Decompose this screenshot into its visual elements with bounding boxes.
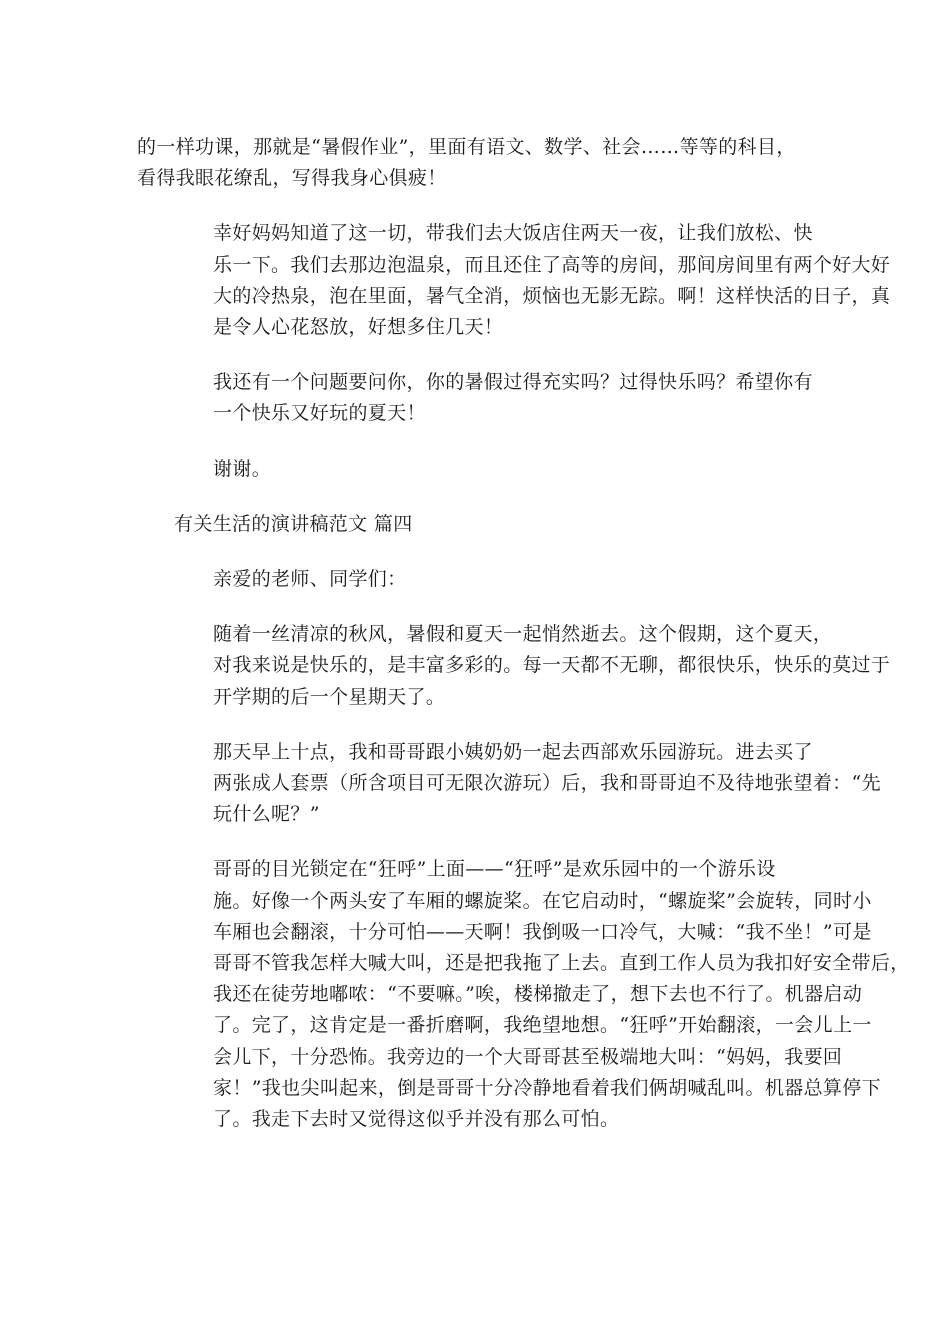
text-line: 一个快乐又好玩的夏天！ xyxy=(213,402,426,425)
paragraph-park xyxy=(137,737,881,831)
text-line: 我还在徒劳地嘟哝：“不要嘛。”唉，楼梯撤走了，想下去也不行了。机器启动 xyxy=(213,983,863,1006)
text-line: 了。完了，这肯定是一番折磨啊，我绝望地想。“狂呼”开始翻滚，一会儿上一 xyxy=(213,1014,872,1037)
text-line: 了。我走下去时又觉得这似乎并没有那么可怕。 xyxy=(213,1108,620,1131)
text-line: 家！”我也尖叫起来，倒是哥哥十分冷静地看着我们俩胡喊乱叫。机器总算停下 xyxy=(213,1076,881,1099)
paragraph-hotel xyxy=(137,218,891,343)
section-heading xyxy=(137,509,817,540)
text-line: 随着一丝清凉的秋风，暑假和夏天一起悄然逝去。这个假期，这个夏天， xyxy=(213,623,833,646)
text-line: 两张成人套票（所含项目可无限次游玩）后，我和哥哥迫不及待地张望着：“先 xyxy=(213,772,881,795)
text-line: 的一样功课，那就是“暑假作业”，里面有语文、数学、社会……等等的科目， xyxy=(137,136,796,158)
paragraph-autumn xyxy=(137,619,891,713)
text-line: 施。好像一个两头安了车厢的螺旋桨。在它启动时，“螺旋桨”会旋转，同时小 xyxy=(213,889,872,912)
text-line: 那天早上十点，我和哥哥跟小姨奶奶一起去西部欢乐园游玩。进去买了 xyxy=(213,740,813,763)
text-line: 谢谢。 xyxy=(213,457,272,480)
paragraph-thanks xyxy=(137,454,817,485)
text-line: 开学期的后一个星期天了。 xyxy=(213,685,446,708)
paragraph-homework xyxy=(137,132,817,194)
section-title: 有关生活的演讲稿范文 篇四 xyxy=(174,512,413,535)
text-line: 会儿下，十分恐怖。我旁边的一个大哥哥甚至极端地大叫：“妈妈，我要回 xyxy=(213,1045,843,1068)
text-line: 大的冷热泉，泡在里面，暑气全消，烦恼也无影无踪。啊！这样快活的日子，真 xyxy=(213,284,891,307)
text-line: 哥哥不管我怎样大喊大叫，还是把我拖了上去。直到工作人员为我扣好安全带后， xyxy=(213,952,910,975)
paragraph-question xyxy=(137,367,817,429)
text-line: 哥哥的目光锁定在“狂呼”上面——“狂呼”是欢乐园中的一个游乐设 xyxy=(213,858,776,881)
paragraph-greeting xyxy=(137,564,817,595)
paragraph-ride xyxy=(137,854,910,1135)
text-line: 对我来说是快乐的，是丰富多彩的。每一天都不无聊，都很快乐，快乐的莫过于 xyxy=(213,654,891,677)
text-line: 亲爱的老师、同学们： xyxy=(213,568,407,591)
text-line: 看得我眼花缭乱，写得我身心俱疲！ xyxy=(137,167,447,190)
text-line: 我还有一个问题要问你，你的暑假过得充实吗？过得快乐吗？希望你有 xyxy=(213,371,813,394)
document-body xyxy=(137,132,910,1159)
text-line: 车厢也会翻滚，十分可怕——天啊！我倒吸一口冷气，大喊：“我不坐！”可是 xyxy=(213,920,872,943)
text-line: 是令人心花怒放，好想多住几天！ xyxy=(213,316,504,339)
text-line: 玩什么呢？” xyxy=(213,803,320,826)
text-line: 幸好妈妈知道了这一切，带我们去大饭店住两天一夜，让我们放松、快 xyxy=(213,222,813,245)
text-line: 乐一下。我们去那边泡温泉，而且还住了高等的房间，那间房间里有两个好大好 xyxy=(213,253,891,276)
